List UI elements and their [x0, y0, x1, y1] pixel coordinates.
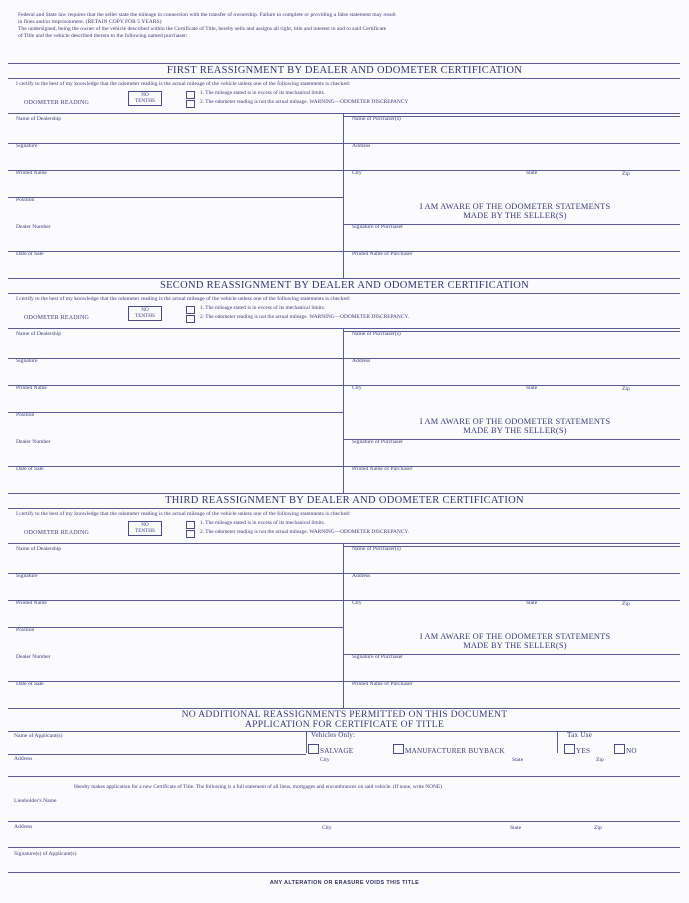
section-2-aware-line-1: I AM AWARE OF THE ODOMETER STATEMENTS: [419, 417, 611, 426]
section-3-top-rule: [8, 493, 680, 494]
section-1-zip-label: Zip: [622, 171, 630, 177]
section-2-right-field-label: Signature of Purchaser: [352, 439, 403, 445]
section-1-column-divider: [343, 113, 344, 278]
section-1-right-field-input[interactable]: [352, 259, 676, 275]
section-2-right-field-rule: [343, 439, 680, 440]
section-3-left-field-input[interactable]: [18, 554, 340, 570]
section-2-left-field-input[interactable]: [18, 393, 340, 409]
lienholder-state-label: State: [510, 825, 522, 831]
section-3-odometer-awareness: [370, 632, 660, 650]
tax-no-label: NO: [626, 747, 637, 755]
section-1-right-field-input[interactable]: [352, 124, 676, 140]
section-1-top-rule: [8, 63, 680, 64]
section-3-left-field-label: Name of Dealership: [16, 546, 62, 552]
section-3-right-field-label: Name of Purchaser(s): [352, 546, 401, 552]
section-2-right-field-rule: [343, 466, 680, 467]
section-1-left-field-rule: [8, 197, 343, 198]
application-title: APPLICATION FOR CERTIFICATE OF TITLE: [244, 719, 445, 730]
section-1-tenths-label: TENTHS: [135, 98, 155, 104]
section-3-left-field-label: Date of Sale: [16, 681, 44, 687]
section-3-right-field-label: City: [352, 600, 362, 606]
section-3-state-label: State: [526, 600, 538, 606]
section-3-left-field-input[interactable]: [18, 581, 340, 597]
section-1-statement-1: 1. The mileage stated is in excess of its mechanical limits.: [200, 90, 326, 96]
section-3-aware-line-1: I AM AWARE OF THE ODOMETER STATEMENTS: [419, 632, 611, 641]
tax-yes-checkbox[interactable]: [564, 744, 575, 754]
section-3-left-field-input[interactable]: [18, 635, 340, 651]
section-1-left-field-label: Position: [16, 197, 35, 203]
section-3-odometer-reading-label: ODOMETER READING: [24, 530, 90, 536]
section-3-no-label: NO: [141, 522, 149, 528]
section-2-left-field-label: Dealer Number: [16, 439, 51, 445]
section-2-title-rule: [8, 293, 680, 294]
buyback-option[interactable]: [393, 744, 505, 755]
alteration-warning: ANY ALTERATION OR ERASURE VOIDS THIS TITLE: [269, 880, 420, 886]
section-1-right-field-label: Signature of Purchaser: [352, 224, 403, 230]
section-3-zip-label: Zip: [622, 601, 630, 607]
section-2-left-field-input[interactable]: [18, 447, 340, 463]
section-3-fields-rule: [8, 543, 680, 544]
section-3-no-tenths-box: [128, 521, 162, 536]
section-3-column-divider: [343, 543, 344, 708]
section-2-top-rule: [8, 278, 680, 279]
section-2-right-field-input[interactable]: [352, 366, 676, 382]
section-3-right-field-label: Signature of Purchaser: [352, 654, 403, 660]
section-3-left-field-label: Signature: [16, 573, 38, 579]
section-2-statement-1: 1. The mileage stated is in excess of its mechanical limits.: [200, 305, 326, 311]
lienholder-zip-label: Zip: [594, 825, 602, 831]
section-3-left-field-input[interactable]: [18, 608, 340, 624]
section-1-left-field-label: Name of Dealership: [16, 116, 62, 122]
section-3-left-field-rule: [8, 573, 343, 574]
section-2-right-field-input[interactable]: [352, 393, 676, 409]
section-2-left-field-input[interactable]: [18, 339, 340, 355]
section-2-right-field-rule: [343, 331, 680, 332]
section-3-left-field-label: Dealer Number: [16, 654, 51, 660]
section-2-tenths-label: TENTHS: [135, 313, 155, 319]
no-additional-reassignments-title: NO ADDITIONAL REASSIGNMENTS PERMITTED ON THIS DOCUMENT: [181, 709, 508, 720]
section-1-left-field-label: Printed Name: [16, 170, 47, 176]
section-2-odometer-reading-label: ODOMETER READING: [24, 315, 90, 321]
section-3-right-field-input[interactable]: [352, 554, 676, 570]
section-3-certify-text: I certify to the best of my knowledge that the odometer reading is the actual mileage of the vehicle unless one of the following statements is checked:: [16, 511, 351, 517]
section-2-odometer-awareness: [370, 417, 660, 435]
section-1-right-field-input[interactable]: [352, 151, 676, 167]
applicant-zip-label: Zip: [596, 757, 604, 763]
section-1-aware-line-1: I AM AWARE OF THE ODOMETER STATEMENTS: [419, 202, 611, 211]
section-3-discrepancy-checkbox[interactable]: [186, 530, 195, 538]
section-3-right-field-rule: [343, 681, 680, 682]
section-1-excess-checkbox[interactable]: [186, 91, 195, 99]
section-3-excess-checkbox[interactable]: [186, 521, 195, 529]
section-2-left-field-label: Position: [16, 412, 35, 418]
section-3-right-field-rule: [343, 546, 680, 547]
section-2-left-field-rule: [8, 385, 343, 386]
salvage-checkbox[interactable]: [308, 744, 319, 754]
section-2-left-field-input[interactable]: [18, 366, 340, 382]
section-3-right-field-input[interactable]: [352, 581, 676, 597]
lienholder-city-label: City: [322, 825, 332, 831]
section-1-title-rule: [8, 78, 680, 79]
section-2-left-field-label: Signature: [16, 358, 38, 364]
section-2-right-field-label: City: [352, 385, 362, 391]
buyback-label: MANUFACTURER BUYBACK: [405, 747, 505, 755]
section-1-left-field-input[interactable]: [18, 124, 340, 140]
applicant-address-rule: [8, 776, 680, 777]
section-1-left-field-label: Dealer Number: [16, 224, 51, 230]
section-3-right-field-input[interactable]: [352, 662, 676, 678]
section-2-right-field-input[interactable]: [352, 474, 676, 490]
section-3-left-field-rule: [8, 627, 343, 628]
applicant-name-label: Name of Applicant(s): [14, 733, 63, 739]
section-2-right-field-label: Printed Name of Purchaser: [352, 466, 413, 472]
section-1-discrepancy-checkbox[interactable]: [186, 100, 195, 108]
section-2-right-field-input[interactable]: [352, 339, 676, 355]
section-2-state-label: State: [526, 385, 538, 391]
section-2-discrepancy-checkbox[interactable]: [186, 315, 195, 323]
section-2-statement-2: 2. The odometer reading is not the actual mileage. WARNING—ODOMETER DISCREPANCY.: [200, 314, 409, 320]
section-1-no-tenths-box: [128, 91, 162, 106]
section-1-right-field-label: Printed Name of Purchaser: [352, 251, 413, 257]
section-1-right-field-label: Address: [352, 143, 371, 149]
section-3-title: THIRD REASSIGNMENT BY DEALER AND ODOMETER CERTIFICATION: [165, 495, 524, 506]
section-2-left-field-label: Name of Dealership: [16, 331, 62, 337]
section-2-excess-checkbox[interactable]: [186, 306, 195, 314]
section-2-left-field-rule: [8, 358, 343, 359]
section-3-left-field-rule: [8, 600, 343, 601]
tax-use-label: Tax Use: [567, 731, 593, 739]
section-1-left-field-input[interactable]: [18, 178, 340, 194]
lienholder-address-rule: [8, 847, 680, 848]
section-1-left-field-input[interactable]: [18, 151, 340, 167]
lien-statement: Hereby makes application for a new Certificate of Title. The following is a full statement of all liens, mortgages and encumbrances on said vehicle. (If none, write NONE): [74, 784, 442, 790]
applicant-city-label: City: [320, 757, 330, 763]
section-1-left-field-input[interactable]: [18, 232, 340, 248]
section-2-fields-rule: [8, 328, 680, 329]
section-3-right-field-label: Printed Name of Purchaser: [352, 681, 413, 687]
section-3-title-rule: [8, 508, 680, 509]
section-2-aware-line-2: MADE BY THE SELLER(S): [463, 426, 567, 435]
tax-yes-label: YES: [576, 747, 591, 755]
applicant-signature-rule: [8, 872, 680, 873]
section-1-odometer-reading-label: ODOMETER READING: [24, 100, 90, 106]
section-3-right-field-input[interactable]: [352, 689, 676, 705]
section-3-right-field-label: Address: [352, 573, 371, 579]
vehicles-only-label: Vehicles Only:: [311, 731, 356, 739]
section-1-fields-rule: [8, 113, 680, 114]
section-2-no-tenths-box: [128, 306, 162, 321]
section-2-left-field-input[interactable]: [18, 420, 340, 436]
section-2-left-field-rule: [8, 412, 343, 413]
section-2-right-field-rule: [343, 358, 680, 359]
intro-line-4: of Title and the vehicle described therein to the following named purchaser:: [18, 33, 188, 39]
tax-use-divider: [557, 731, 558, 753]
section-1-right-field-label: City: [352, 170, 362, 176]
intro-notice: [18, 12, 674, 40]
section-1-left-field-rule: [8, 251, 343, 252]
section-3-tenths-label: TENTHS: [135, 528, 155, 534]
section-3-statement-2: 2. The odometer reading is not the actual mileage. WARNING—ODOMETER DISCREPANCY.: [200, 529, 409, 535]
tax-no-checkbox[interactable]: [614, 744, 625, 754]
section-1-no-label: NO: [141, 92, 149, 98]
section-1-title: FIRST REASSIGNMENT BY DEALER AND ODOMETER CERTIFICATION: [166, 65, 523, 76]
section-1-left-field-rule: [8, 143, 343, 144]
intro-line-3: The undersigned, being the owner of the vehicle described within the Certificate of Title, hereby sells and assigns all right, title and interest in and to said Certificate: [18, 26, 387, 32]
tax-no-option[interactable]: [614, 744, 637, 755]
section-3-left-field-rule: [8, 681, 343, 682]
section-2-right-field-label: Name of Purchaser(s): [352, 331, 401, 337]
section-1-left-field-label: Date of Sale: [16, 251, 44, 257]
section-3-left-field-input[interactable]: [18, 689, 340, 705]
section-1-left-field-rule: [8, 170, 343, 171]
section-1-certify-text: I certify to the best of my knowledge that the odometer reading is the actual mileage of the vehicle unless one of the following statements is checked:: [16, 81, 351, 87]
intro-line-1: Federal and State law requires that the seller state the mileage in connection with the transfer of ownership. Failure to complete or providing a false statement may result: [18, 12, 396, 18]
section-1-right-field-label: Name of Purchaser(s): [352, 116, 401, 122]
section-1-right-field-rule: [343, 143, 680, 144]
section-2-title: SECOND REASSIGNMENT BY DEALER AND ODOMETER CERTIFICATION: [159, 280, 530, 291]
section-2-no-label: NO: [141, 307, 149, 313]
section-2-zip-label: Zip: [622, 386, 630, 392]
section-3-left-field-label: Printed Name: [16, 600, 47, 606]
section-1-aware-line-2: MADE BY THE SELLER(S): [463, 211, 567, 220]
section-1-left-field-input[interactable]: [18, 205, 340, 221]
section-2-column-divider: [343, 328, 344, 493]
section-1-odometer-awareness: [370, 202, 660, 220]
lienholder-name-label: Lienholder's Name: [14, 798, 57, 804]
tax-yes-option[interactable]: [564, 744, 590, 755]
section-3-aware-line-2: MADE BY THE SELLER(S): [463, 641, 567, 650]
section-1-right-field-rule: [343, 224, 680, 225]
lienholder-rule: [8, 821, 680, 822]
section-2-certify-text: I certify to the best of my knowledge that the odometer reading is the actual mileage of the vehicle unless one of the following statements is checked:: [16, 296, 351, 302]
section-1-left-field-input[interactable]: [18, 259, 340, 275]
section-3-statement-1: 1. The mileage stated is in excess of its mechanical limits.: [200, 520, 326, 526]
intro-line-2: in fines and/or imprisonment. (RETAIN COPY FOR 5 YEARS): [18, 19, 162, 25]
vehicles-divider: [306, 731, 307, 753]
section-1-right-field-input[interactable]: [352, 232, 676, 248]
section-2-right-field-label: Address: [352, 358, 371, 364]
section-2-left-field-label: Printed Name: [16, 385, 47, 391]
section-2-right-field-input[interactable]: [352, 447, 676, 463]
section-1-right-field-rule: [343, 116, 680, 117]
section-3-left-field-input[interactable]: [18, 662, 340, 678]
section-2-left-field-input[interactable]: [18, 474, 340, 490]
section-2-left-field-rule: [8, 466, 343, 467]
section-1-left-field-label: Signature: [16, 143, 38, 149]
section-3-right-field-input[interactable]: [352, 608, 676, 624]
applicant-name-rule: [8, 754, 306, 755]
section-1-right-field-input[interactable]: [352, 178, 676, 194]
applicant-signature-label: Signature(s) of Applicant(s): [14, 851, 77, 857]
lienholder-address-label: Address: [14, 824, 33, 830]
salvage-label: SALVAGE: [320, 747, 354, 755]
section-1-statement-2: 2. The odometer reading is not the actual mileage. WARNING—ODOMETER DISCREPANCY: [200, 99, 409, 105]
section-3-left-field-label: Position: [16, 627, 35, 633]
section-3-right-field-rule: [343, 654, 680, 655]
section-1-state-label: State: [526, 170, 538, 176]
salvage-option[interactable]: [308, 744, 353, 755]
section-3-right-field-rule: [343, 573, 680, 574]
applicant-address-label: Address: [14, 756, 33, 762]
section-2-left-field-label: Date of Sale: [16, 466, 44, 472]
buyback-checkbox[interactable]: [393, 744, 404, 754]
section-1-right-field-rule: [343, 251, 680, 252]
applicant-state-label: State: [512, 757, 524, 763]
